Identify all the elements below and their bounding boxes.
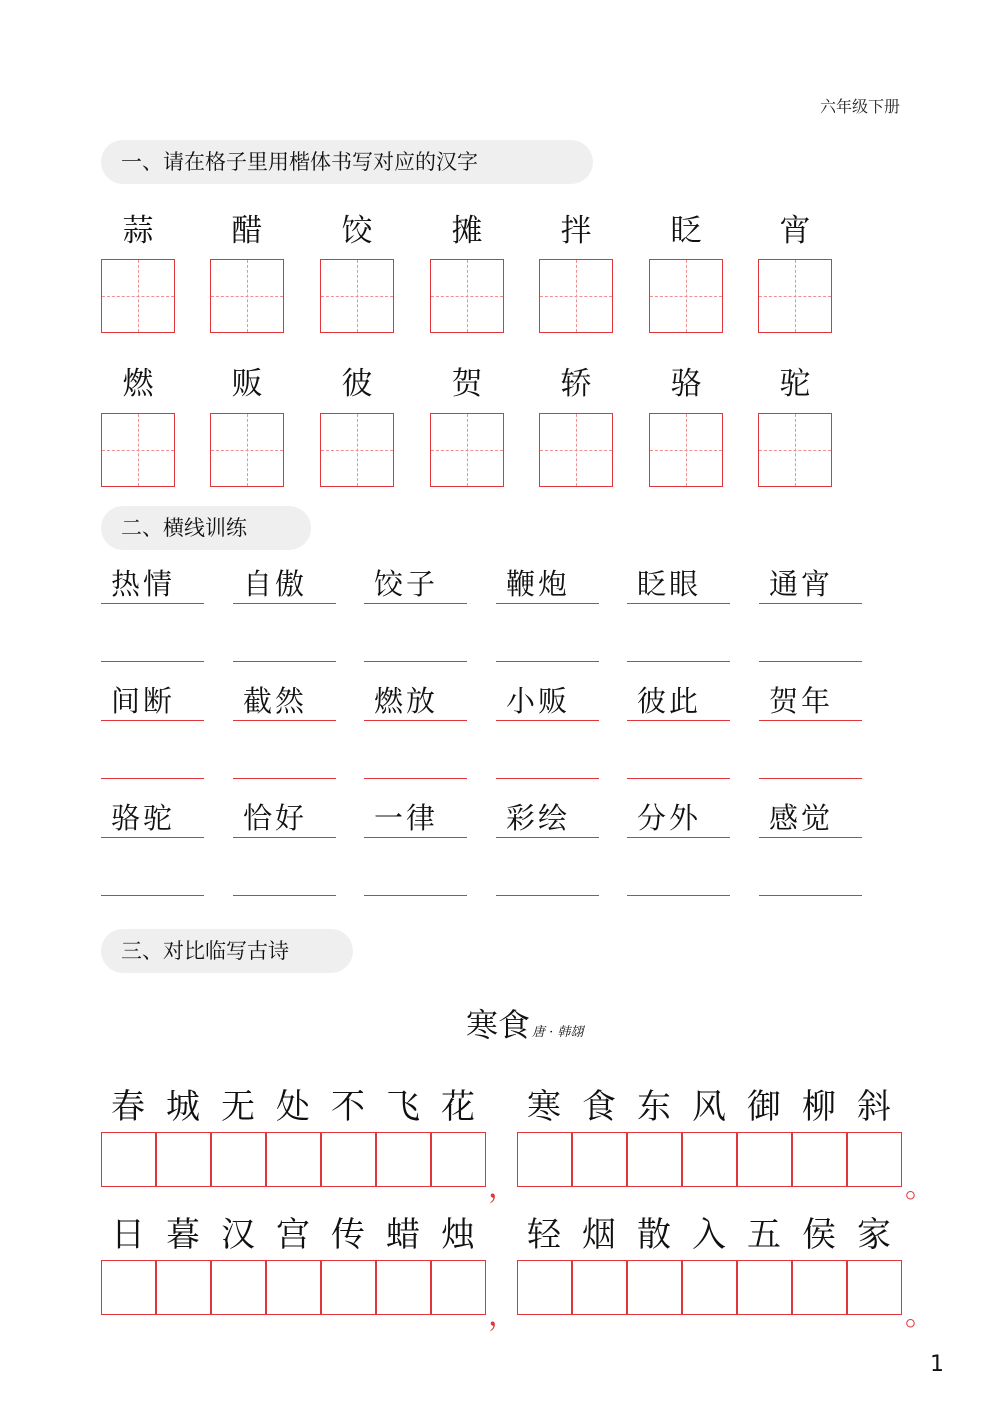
poem-char: 处 — [276, 1087, 310, 1127]
poem-char: 不 — [331, 1087, 365, 1127]
word-baseline — [496, 837, 599, 838]
poem-box[interactable] — [321, 1260, 376, 1315]
grid-guide-vertical — [357, 414, 358, 486]
practice-word: 鞭炮 — [506, 567, 571, 601]
practice-word: 骆驼 — [111, 801, 176, 835]
word-baseline — [101, 720, 204, 721]
poem-char: 东 — [637, 1087, 671, 1127]
poem-char: 柳 — [802, 1087, 836, 1127]
word-baseline — [364, 603, 467, 604]
page-number: 1 — [930, 1352, 944, 1377]
word-baseline — [233, 720, 336, 721]
poem-box[interactable] — [266, 1260, 321, 1315]
writing-line[interactable] — [233, 895, 336, 896]
poem-box[interactable] — [627, 1132, 682, 1187]
practice-word: 彼此 — [637, 684, 702, 718]
practice-word: 一律 — [374, 801, 439, 835]
practice-word: 饺子 — [374, 567, 439, 601]
practice-char: 驼 — [779, 366, 811, 402]
grid-guide-vertical — [686, 414, 687, 486]
grid-guide-vertical — [795, 260, 796, 332]
poem-punct-period: 。 — [905, 1298, 935, 1333]
practice-word: 小贩 — [506, 684, 571, 718]
practice-char: 饺 — [341, 213, 373, 249]
grid-guide-vertical — [357, 260, 358, 332]
word-baseline — [101, 837, 204, 838]
tianzi-box[interactable] — [320, 413, 394, 487]
tianzi-box[interactable] — [210, 259, 284, 333]
practice-word: 截然 — [243, 684, 308, 718]
grid-guide-vertical — [247, 260, 248, 332]
poem-char: 风 — [692, 1087, 726, 1127]
poem-box[interactable] — [682, 1260, 737, 1315]
poem-char: 传 — [331, 1215, 365, 1255]
grid-guide-vertical — [138, 260, 139, 332]
writing-line[interactable] — [496, 778, 599, 779]
practice-char: 蒜 — [122, 213, 154, 249]
tianzi-box[interactable] — [649, 259, 723, 333]
tianzi-box[interactable] — [320, 259, 394, 333]
poem-box[interactable] — [156, 1260, 211, 1315]
practice-word: 间断 — [111, 684, 176, 718]
poem-box[interactable] — [431, 1260, 486, 1315]
practice-char: 彼 — [341, 366, 373, 402]
practice-word: 燃放 — [374, 684, 439, 718]
tianzi-box[interactable] — [758, 413, 832, 487]
writing-line[interactable] — [364, 661, 467, 662]
tianzi-box[interactable] — [101, 413, 175, 487]
practice-word: 分外 — [637, 801, 702, 835]
poem-box[interactable] — [376, 1132, 431, 1187]
poem-box[interactable] — [517, 1132, 572, 1187]
poem-box[interactable] — [792, 1260, 847, 1315]
poem-punct-comma: ， — [488, 1298, 518, 1333]
grid-guide-vertical — [686, 260, 687, 332]
word-baseline — [759, 720, 862, 721]
writing-line[interactable] — [233, 661, 336, 662]
poem-box[interactable] — [211, 1132, 266, 1187]
poem-char: 入 — [692, 1215, 726, 1255]
poem-box[interactable] — [682, 1132, 737, 1187]
practice-char: 轿 — [560, 366, 592, 402]
tianzi-box[interactable] — [758, 259, 832, 333]
word-baseline — [627, 720, 730, 721]
poem-box[interactable] — [156, 1132, 211, 1187]
grid-guide-vertical — [467, 260, 468, 332]
poem-char: 蜡 — [386, 1215, 420, 1255]
poem-box[interactable] — [101, 1260, 156, 1315]
word-baseline — [233, 603, 336, 604]
poem-box[interactable] — [517, 1260, 572, 1315]
practice-word: 恰好 — [243, 801, 308, 835]
practice-word: 热情 — [111, 567, 176, 601]
grid-guide-vertical — [467, 414, 468, 486]
poem-box[interactable] — [101, 1132, 156, 1187]
poem-punct-period: 。 — [905, 1170, 935, 1205]
practice-word: 通宵 — [769, 567, 834, 601]
grid-guide-vertical — [795, 414, 796, 486]
word-baseline — [496, 720, 599, 721]
writing-line[interactable] — [759, 895, 862, 896]
practice-char: 燃 — [122, 366, 154, 402]
practice-char: 宵 — [779, 213, 811, 249]
poem-box[interactable] — [847, 1132, 902, 1187]
grid-guide-vertical — [138, 414, 139, 486]
poem-box[interactable] — [211, 1260, 266, 1315]
writing-line[interactable] — [759, 778, 862, 779]
poem-box[interactable] — [737, 1132, 792, 1187]
poem-char: 日 — [111, 1215, 145, 1255]
practice-word: 彩绘 — [506, 801, 571, 835]
poem-char: 无 — [221, 1087, 255, 1127]
grid-guide-vertical — [247, 414, 248, 486]
poem-char: 食 — [582, 1087, 616, 1127]
poem-author: 唐 · 韩翃 — [532, 1025, 584, 1040]
practice-char: 骆 — [670, 366, 702, 402]
poem-char: 城 — [166, 1087, 200, 1127]
section-1-heading: 一、请在格子里用楷体书写对应的汉字 — [101, 140, 593, 184]
poem-box[interactable] — [431, 1132, 486, 1187]
practice-char: 眨 — [670, 213, 702, 249]
word-baseline — [759, 603, 862, 604]
poem-box[interactable] — [737, 1260, 792, 1315]
tianzi-box[interactable] — [430, 413, 504, 487]
writing-line[interactable] — [233, 778, 336, 779]
poem-char: 宫 — [276, 1215, 310, 1255]
poem-title: 寒食 — [466, 1006, 531, 1044]
word-baseline — [759, 837, 862, 838]
practice-char: 拌 — [560, 213, 592, 249]
poem-box[interactable] — [572, 1132, 627, 1187]
word-baseline — [101, 603, 204, 604]
poem-char: 散 — [637, 1215, 671, 1255]
poem-box[interactable] — [847, 1260, 902, 1315]
tianzi-box[interactable] — [539, 413, 613, 487]
writing-line[interactable] — [101, 895, 204, 896]
writing-line[interactable] — [627, 661, 730, 662]
poem-box[interactable] — [321, 1132, 376, 1187]
poem-char: 寒 — [527, 1087, 561, 1127]
tianzi-box[interactable] — [101, 259, 175, 333]
grade-label: 六年级下册 — [819, 97, 900, 116]
writing-line[interactable] — [496, 895, 599, 896]
writing-line[interactable] — [364, 778, 467, 779]
poem-char: 烟 — [582, 1215, 616, 1255]
poem-box[interactable] — [376, 1260, 431, 1315]
poem-char: 家 — [857, 1215, 891, 1255]
writing-line[interactable] — [101, 778, 204, 779]
word-baseline — [496, 603, 599, 604]
word-baseline — [364, 837, 467, 838]
practice-word: 贺年 — [769, 684, 834, 718]
tianzi-box[interactable] — [649, 413, 723, 487]
practice-char: 摊 — [451, 213, 483, 249]
poem-punct-comma: ， — [488, 1170, 518, 1205]
poem-char: 侯 — [802, 1215, 836, 1255]
tianzi-box[interactable] — [539, 259, 613, 333]
poem-char: 汉 — [221, 1215, 255, 1255]
poem-char: 飞 — [386, 1087, 420, 1127]
poem-char: 御 — [747, 1087, 781, 1127]
word-baseline — [364, 720, 467, 721]
poem-box[interactable] — [572, 1260, 627, 1315]
poem-char: 五 — [747, 1215, 781, 1255]
poem-title-block — [466, 1003, 583, 1047]
practice-char: 贩 — [231, 366, 263, 402]
poem-char: 暮 — [166, 1215, 200, 1255]
writing-line[interactable] — [627, 895, 730, 896]
tianzi-box[interactable] — [210, 413, 284, 487]
practice-char: 醋 — [231, 213, 263, 249]
poem-box[interactable] — [792, 1132, 847, 1187]
word-baseline — [627, 603, 730, 604]
section-2-heading: 二、横线训练 — [101, 506, 311, 550]
poem-char: 轻 — [527, 1215, 561, 1255]
writing-line[interactable] — [364, 895, 467, 896]
tianzi-box[interactable] — [430, 259, 504, 333]
writing-line[interactable] — [496, 661, 599, 662]
writing-line[interactable] — [627, 778, 730, 779]
poem-char: 斜 — [857, 1087, 891, 1127]
practice-word: 眨眼 — [637, 567, 702, 601]
word-baseline — [627, 837, 730, 838]
practice-word: 感觉 — [769, 801, 834, 835]
practice-word: 自傲 — [243, 567, 308, 601]
grid-guide-vertical — [576, 260, 577, 332]
grid-guide-vertical — [576, 414, 577, 486]
poem-char: 春 — [111, 1087, 145, 1127]
poem-char: 花 — [441, 1087, 475, 1127]
word-baseline — [233, 837, 336, 838]
writing-line[interactable] — [101, 661, 204, 662]
poem-box[interactable] — [627, 1260, 682, 1315]
poem-char: 烛 — [441, 1215, 475, 1255]
poem-box[interactable] — [266, 1132, 321, 1187]
writing-line[interactable] — [759, 661, 862, 662]
section-3-heading: 三、对比临写古诗 — [101, 929, 353, 973]
practice-char: 贺 — [451, 366, 483, 402]
